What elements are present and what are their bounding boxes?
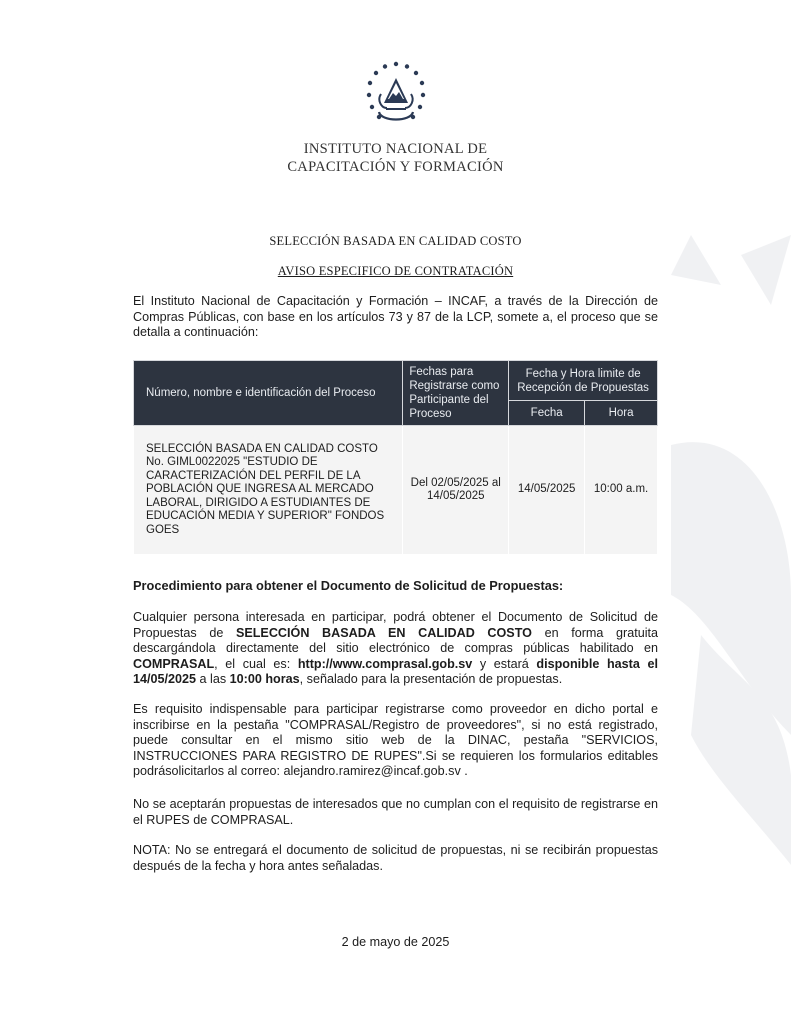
cell-time: 10:00 a.m.: [585, 426, 658, 555]
cell-registration: Del 02/05/2025 al 14/05/2025: [403, 426, 509, 555]
p1-url-link[interactable]: http://www.comprasal.gob.sv: [297, 656, 473, 671]
p1-hour: 10:00 horas: [229, 672, 300, 686]
p1-comprasal: COMPRASAL: [133, 656, 215, 671]
procedure-paragraph-1: [133, 610, 658, 688]
header-date: Fecha: [509, 401, 585, 426]
letterhead: [0, 58, 791, 176]
document-date: 2 de mayo de 2025: [341, 935, 450, 949]
p1-text: y estará: [472, 656, 537, 671]
intro-paragraph: El Instituto Nacional de Capacitación y Formación – INCAF, a través de la Dirección de Compras Públicas, con base en los artículos 73 y 87 de la LCP, somete a, el proceso que se detalla a continuación:: [133, 294, 658, 339]
table-row: [134, 426, 658, 555]
p1-text: a las: [196, 672, 230, 686]
document-subtitle: AVISO ESPECIFICO DE CONTRATACIÓN: [277, 264, 514, 278]
header-deadline: Fecha y Hora limite de Recepción de Propuestas: [509, 361, 658, 401]
p1-text: Cualquier persona interesada en participar, podrá obtener el Documento de Solicitud de Propuestas de: [133, 610, 658, 640]
institution-name-line-2: CAPACITACIÓN Y FORMACIÓN: [287, 159, 504, 175]
p1-availability: disponible hasta el 14/05/2025: [133, 656, 658, 686]
p1-text: en forma gratuita descargándola directamente del sitio electrónico de compras públicas habilitado en: [133, 625, 658, 655]
process-table: [133, 360, 658, 555]
document-title: SELECCIÓN BASADA EN CALIDAD COSTO: [269, 234, 522, 248]
cell-date: 14/05/2025: [509, 426, 585, 555]
procedure-note: NOTA: No se entregará el documento de solicitud de propuestas, ni se recibirán propuestas después de la fecha y hora antes señaladas.: [133, 843, 658, 873]
p1-process-name: SELECCIÓN BASADA EN CALIDAD COSTO: [235, 625, 532, 640]
procedure-paragraph-2: Es requisito indispensable para participar registrarse como proveedor en dicho portal e inscribirse en la pestaña "COMPRASAL/Registro de proveedores", si no está registrado, puede consultar en el mismo sitio web de la DINAC, pestaña "SERVICIOS, INSTRUCCIONES PARA REGISTRO DE RUPES".Si se requieren los formularios editables podrásolicitarlos al correo: alejandro.ramirez@incaf.gob.sv .: [133, 702, 658, 778]
cell-process: SELECCIÓN BASADA EN CALIDAD COSTO No. GIML0022025 "ESTUDIO DE CARACTERIZACIÓN DEL PERFIL DE LA POBLACIÓN QUE INGRESA AL MERCADO LABORAL, DIRIGIDO A ESTUDIANTES DE EDUCACIÓN MEDIA Y SUPERIOR" FONDOS GOES: [134, 426, 403, 555]
header-time: Hora: [585, 401, 658, 426]
header-process: Número, nombre e identificación del Proceso: [134, 361, 403, 426]
institution-name-line-1: INSTITUTO NACIONAL DE: [303, 141, 488, 157]
procedure-paragraph-3: No se aceptarán propuestas de interesados que no cumplan con el requisito de registrarse en el RUPES de COMPRASAL.: [133, 797, 658, 827]
coat-of-arms-icon: [359, 58, 433, 132]
p1-text: , señalado para la presentación de propuestas.: [299, 672, 563, 686]
procedure-heading: Procedimiento para obtener el Documento de Solicitud de Propuestas:: [133, 578, 564, 593]
header-registration: Fechas para Registrarse como Participante del Proceso: [403, 361, 509, 426]
p1-text: , el cual es:: [214, 656, 298, 671]
